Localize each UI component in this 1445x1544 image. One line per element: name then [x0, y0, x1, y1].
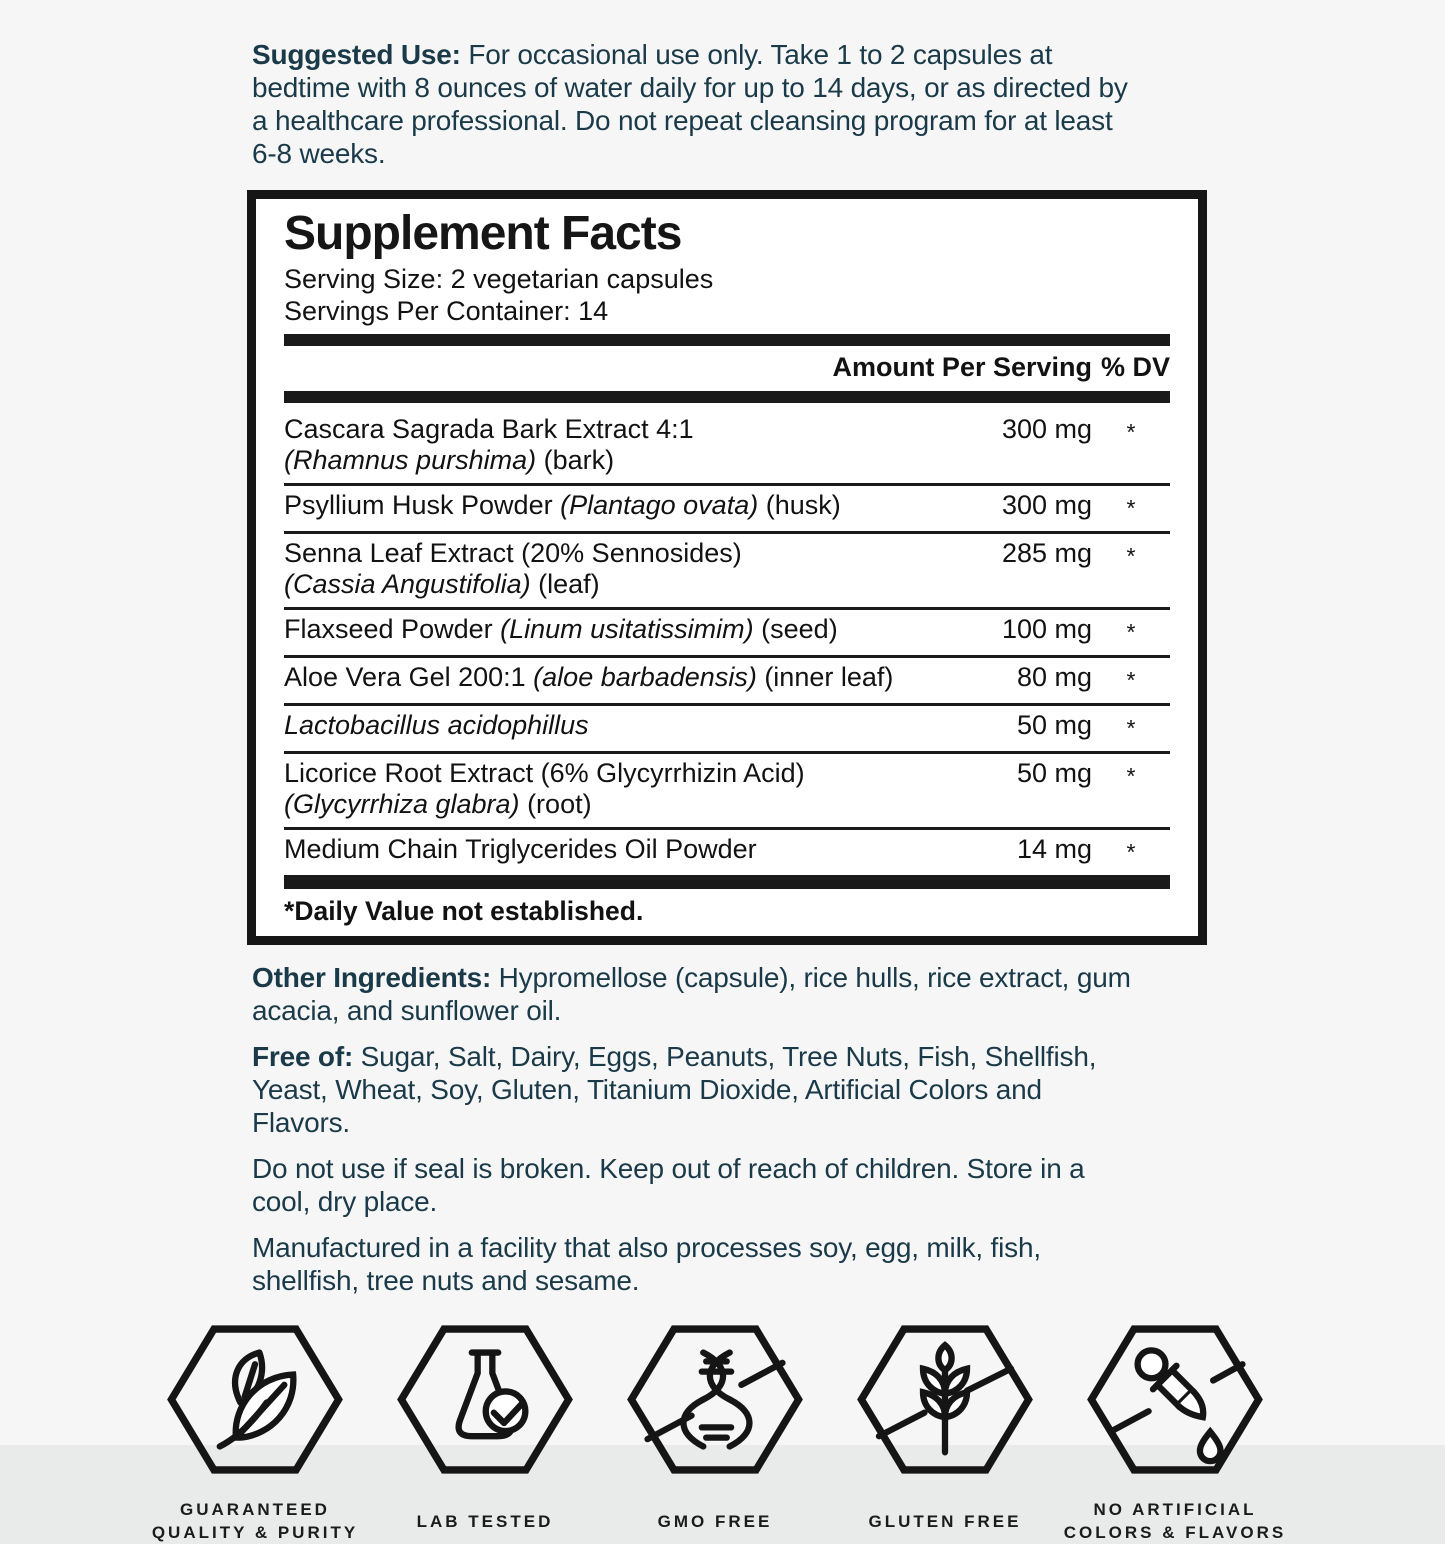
ingredient-row	[284, 410, 1170, 483]
ingredient-name: Licorice Root Extract (6% Glycyrrhizin Acid) (Glycyrrhiza glabra) (root)	[284, 758, 805, 819]
ingredient-amount: 50 mg	[1016, 758, 1092, 788]
free-of-label: Free of:	[252, 1041, 354, 1072]
divider-bar	[284, 875, 1170, 889]
serving-size: Serving Size: 2 vegetarian capsules	[284, 264, 714, 294]
other-ingredients-label: Other Ingredients:	[252, 962, 492, 993]
ingredient-name: Senna Leaf Extract (20% Sennosides) (Cassia Angustifolia) (leaf)	[284, 538, 742, 599]
badge-lab-tested	[370, 1323, 600, 1544]
other-ingredients-text: Hypromellose (capsule), rice hulls, rice extract, gum acacia, and sunflower oil.	[252, 962, 1131, 1026]
leaf-icon	[167, 1323, 343, 1476]
ingredient-name: Psyllium Husk Powder (Plantago ovata) (husk)	[284, 490, 841, 520]
ingredients-table	[284, 410, 1170, 875]
ingredient-name: Medium Chain Triglycerides Oil Powder	[284, 834, 757, 864]
ingredient-amount: 50 mg	[1016, 710, 1092, 740]
badge-label: GLUTEN FREE	[868, 1511, 1022, 1531]
facility-warning-text: Manufactured in a facility that also processes soy, egg, milk, fish, shellfish, tree nuts and sesame.	[252, 1232, 1041, 1296]
ingredient-amount: 285 mg	[1001, 538, 1092, 568]
ingredient-row	[284, 607, 1170, 655]
supplement-facts-title: Supplement Facts	[284, 207, 682, 260]
ingredient-row	[284, 483, 1170, 531]
ingredient-name: Cascara Sagrada Bark Extract 4:1 (Rhamnus purshima) (bark)	[284, 414, 694, 475]
badge-label: NO ARTIFICIAL COLORS & FLAVORS	[1063, 1500, 1287, 1542]
wheat-strikethrough-icon	[857, 1323, 1033, 1476]
ingredient-daily-value: *	[1126, 495, 1136, 521]
ingredient-row	[284, 827, 1170, 875]
suggested-use-text: For occasional use only. Take 1 to 2 capsules at bedtime with 8 ounces of water daily for up to 14 days, or as directed by a healthcare professional. Do not repeat cleansing program for at least 6-8 weeks.	[252, 39, 1128, 169]
servings-per-container: Servings Per Container: 14	[284, 296, 609, 326]
suggested-use-paragraph	[252, 0, 1142, 170]
certification-badges	[140, 1323, 1290, 1544]
facts-table-header	[284, 346, 1170, 384]
ingredient-amount: 300 mg	[1001, 414, 1092, 444]
dna-strikethrough-icon	[627, 1323, 803, 1476]
badge-label: GMO FREE	[657, 1511, 773, 1531]
ingredient-daily-value: *	[1126, 715, 1136, 741]
badge-label: LAB TESTED	[416, 1511, 554, 1531]
ingredient-name: Aloe Vera Gel 200:1 (aloe barbadensis) (inner leaf)	[284, 662, 894, 692]
ingredient-amount: 14 mg	[1016, 834, 1092, 864]
ingredient-row	[284, 531, 1170, 607]
facility-warning-paragraph	[252, 1231, 1142, 1297]
daily-value-footnote: *Daily Value not established.	[284, 896, 644, 926]
ingredient-row	[284, 703, 1170, 751]
badge-no-artificial-colors-flavors	[1060, 1323, 1290, 1544]
dropper-strikethrough-icon	[1087, 1323, 1263, 1476]
ingredient-amount: 80 mg	[1016, 662, 1092, 692]
ingredient-name: Flaxseed Powder (Linum usitatissimim) (seed)	[284, 614, 838, 644]
divider-bar	[284, 391, 1170, 403]
ingredient-name: Lactobacillus acidophillus	[284, 710, 589, 740]
suggested-use-label: Suggested Use:	[252, 39, 461, 70]
ingredient-daily-value: *	[1126, 619, 1136, 645]
free-of-text: Sugar, Salt, Dairy, Eggs, Peanuts, Tree Nuts, Fish, Shellfish, Yeast, Wheat, Soy, Gluten, Titanium Dioxide, Artificial Colors and Flavors.	[252, 1041, 1097, 1138]
ingredient-daily-value: *	[1126, 667, 1136, 693]
ingredient-row	[284, 655, 1170, 703]
ingredient-amount: 300 mg	[1001, 490, 1092, 520]
badge-gluten-free	[830, 1323, 1060, 1544]
seal-warning-text: Do not use if seal is broken. Keep out of reach of children. Store in a cool, dry place.	[252, 1153, 1085, 1217]
other-ingredients-paragraph	[252, 961, 1142, 1027]
badge-guaranteed-quality-purity	[140, 1323, 370, 1544]
free-of-paragraph	[252, 1040, 1142, 1139]
ingredient-daily-value: *	[1126, 543, 1136, 569]
badge-label: GUARANTEED QUALITY & PURITY	[151, 1500, 359, 1542]
header-amount-per-serving: Amount Per Serving	[832, 352, 1092, 382]
ingredient-daily-value: *	[1126, 419, 1136, 445]
ingredient-daily-value: *	[1126, 763, 1136, 789]
ingredient-row	[284, 751, 1170, 827]
seal-warning-paragraph	[252, 1152, 1142, 1218]
supplement-facts-panel	[247, 190, 1207, 945]
ingredient-amount: 100 mg	[1001, 614, 1092, 644]
divider-bar	[284, 334, 1170, 346]
badge-gmo-free	[600, 1323, 830, 1544]
ingredient-daily-value: *	[1126, 839, 1136, 865]
header-percent-dv: % DV	[1100, 352, 1170, 382]
flask-check-icon	[397, 1323, 573, 1476]
